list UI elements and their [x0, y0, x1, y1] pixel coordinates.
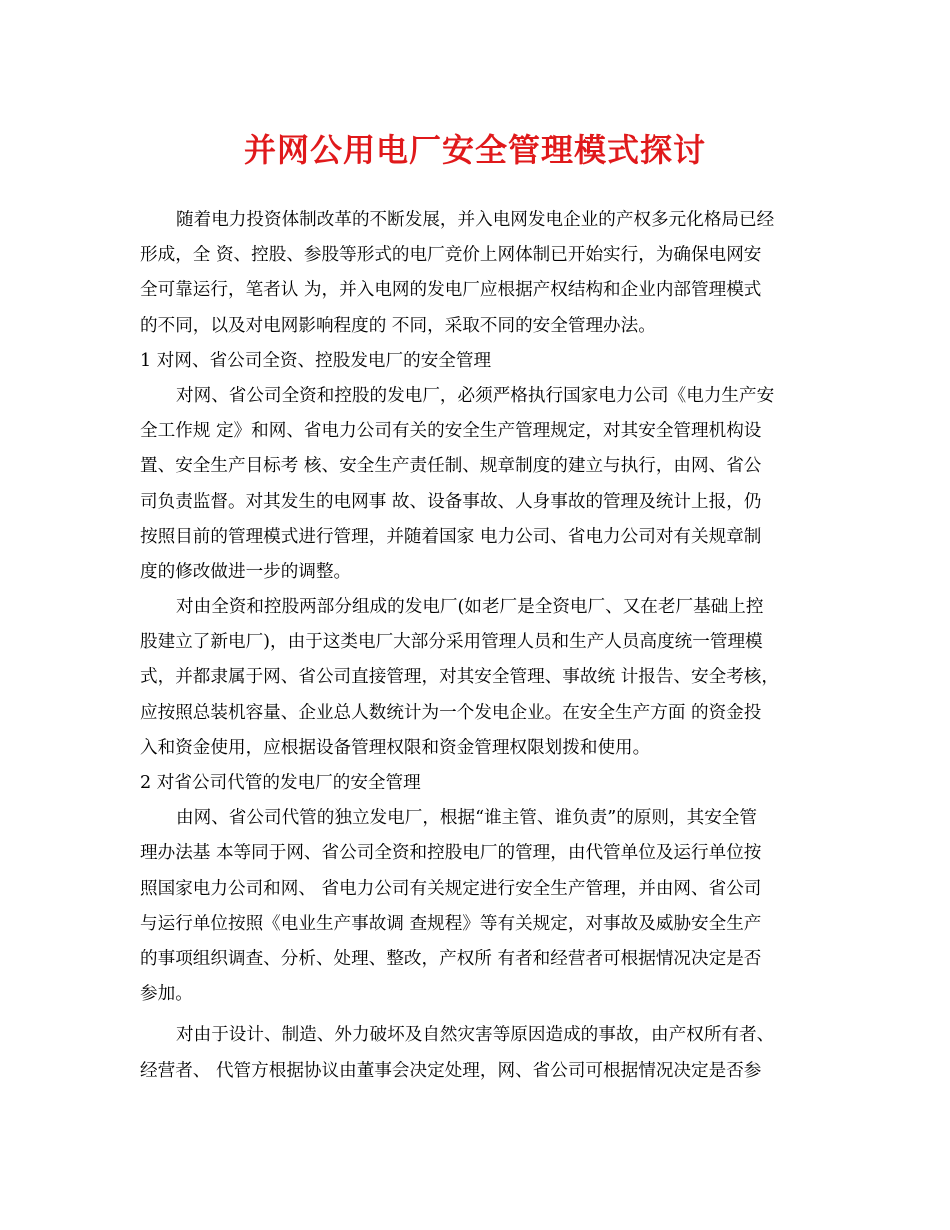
paragraph-line: 全可靠运行，笔者认 为，并入电网的发电厂应根据产权结构和企业内部管理模式 [140, 280, 762, 301]
paragraph [140, 379, 820, 590]
paragraph-line: 对网、省公司全资和控股的发电厂，必须严格执行国家电力公司《电力生产安 [176, 385, 775, 406]
paragraph [140, 590, 820, 766]
paragraph-line: 入和资金使用，应根据设备管理权限和资金管理权限划拨和使用。 [140, 737, 651, 758]
paragraph-line: 参加。 [140, 984, 193, 1005]
paragraph-line: 与运行单位按照《电业生产事故调 查规程》等有关规定，对事故及威胁安全生产 [140, 913, 762, 934]
paragraph-line: 照国家电力公司和网、 省电力公司有关规定进行安全生产管理，并由网、省公司 [140, 878, 762, 899]
paragraph [140, 801, 820, 1012]
paragraph-line: 由网、省公司代管的独立发电厂，根据“谁主管、谁负责”的原则，其安全管 [176, 808, 757, 829]
paragraph-line: 形成，全 资、控股、参股等形式的电厂竞价上网体制已开始实行，为确保电网安 [140, 245, 762, 266]
paragraph-line: 理办法基 本等同于网、省公司全资和控股电厂的管理，由代管单位及运行单位按 [140, 843, 762, 864]
paragraph-line: 的事项组织调查、分析、处理、整改，产权所 有者和经营者可根据情况决定是否 [140, 948, 762, 969]
paragraph-line: 的不同，以及对电网影响程度的 不同，采取不同的安全管理办法。 [140, 315, 656, 336]
paragraph-line: 经营者、 代管方根据协议由董事会决定处理，网、省公司可根据情况决定是否参 [140, 1060, 762, 1081]
paragraph-line: 按照目前的管理模式进行管理，并随着国家 电力公司、省电力公司对有关规章制 [140, 526, 762, 547]
paragraph [140, 203, 820, 344]
section-heading: 2 对省公司代管的发电厂的安全管理 [140, 773, 421, 793]
section-heading: 1 对网、省公司全资、控股发电厂的安全管理 [140, 350, 492, 371]
document-body [140, 203, 820, 1089]
paragraph-line: 式，并都隶属于网、省公司直接管理，对其安全管理、事故统 计报告、安全考核， [140, 667, 779, 688]
paragraph-line: 股建立了新电厂)，由于这类电厂大部分采用管理人员和生产人员高度统一管理模 [140, 632, 763, 653]
paragraph-line: 度的修改做进一步的调整。 [140, 561, 352, 582]
paragraph-line: 对由全资和控股两部分组成的发电厂(如老厂是全资电厂、又在老厂基础上控 [176, 597, 764, 618]
paragraph-line: 全工作规 定》和网、省电力公司有关的安全生产管理规定，对其安全管理机构设 [140, 421, 762, 442]
paragraph-line: 对由于设计、制造、外力破坏及自然灾害等原因造成的事故，由产权所有者、 [176, 1025, 775, 1046]
paragraph [140, 1018, 820, 1088]
document-title: 并网公用电厂安全管理模式探讨 [243, 131, 706, 169]
paragraph-line: 应按照总装机容量、企业总人数统计为一个发电企业。在安全生产方面 的资金投 [140, 702, 762, 723]
paragraph-line: 置、安全生产目标考 核、安全生产责任制、规章制度的建立与执行，由网、省公 [140, 456, 762, 477]
paragraph-line: 司负责监督。对其发生的电网事 故、设备事故、人身事故的管理及统计上报，仍 [140, 491, 762, 512]
paragraph-line: 随着电力投资体制改革的不断发展，并入电网发电企业的产权多元化格局已经 [176, 210, 775, 230]
